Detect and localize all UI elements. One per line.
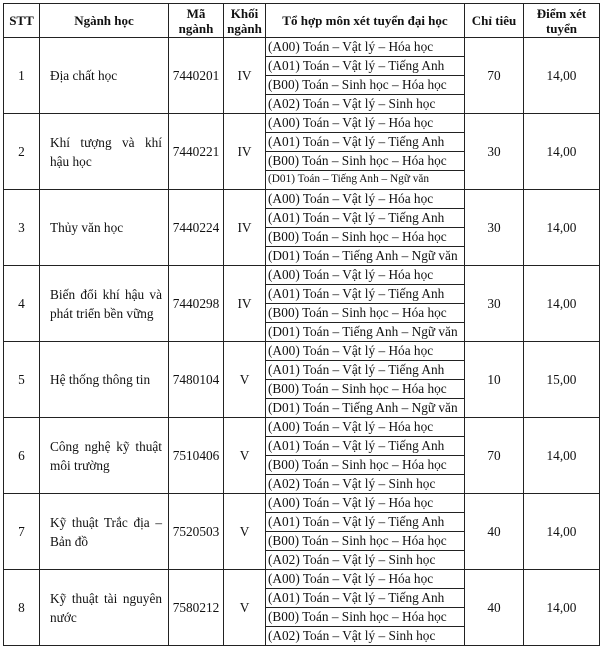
- major-code: 7580212: [169, 570, 224, 646]
- admission-score: 15,00: [524, 342, 600, 418]
- major-name: [40, 494, 169, 570]
- major-name-text: Công nghệ kỹ thuật môi trường: [50, 438, 162, 473]
- table-body: [4, 38, 600, 646]
- subject-combo: (B00) Toán – Sinh học – Hóa học: [266, 152, 465, 171]
- quota: 10: [465, 342, 524, 418]
- major-block: V: [224, 418, 266, 494]
- major-name: [40, 190, 169, 266]
- subject-combo: (A00) Toán – Vật lý – Hóa học: [266, 38, 465, 57]
- admission-score: 14,00: [524, 494, 600, 570]
- header-major: Ngành học: [40, 4, 169, 38]
- subject-combo: (A02) Toán – Vật lý – Sinh học: [266, 627, 465, 646]
- row-number: 2: [4, 114, 40, 190]
- major-block: IV: [224, 38, 266, 114]
- admission-score: 14,00: [524, 114, 600, 190]
- admission-table: [3, 3, 600, 646]
- major-block: V: [224, 570, 266, 646]
- quota: 40: [465, 494, 524, 570]
- header-code: Mã ngành: [169, 4, 224, 38]
- table-row: [4, 494, 600, 513]
- subject-combo: (B00) Toán – Sinh học – Hóa học: [266, 532, 465, 551]
- subject-combo: (B00) Toán – Sinh học – Hóa học: [266, 608, 465, 627]
- major-name: [40, 38, 169, 114]
- header-combos: Tổ hợp môn xét tuyển đại học: [266, 4, 465, 38]
- subject-combo: (D01) Toán – Tiếng Anh – Ngữ văn: [266, 399, 465, 418]
- table-row: [4, 114, 600, 133]
- major-code: 7440221: [169, 114, 224, 190]
- row-number: 1: [4, 38, 40, 114]
- quota: 30: [465, 190, 524, 266]
- quota: 70: [465, 418, 524, 494]
- subject-combo: (A00) Toán – Vật lý – Hóa học: [266, 190, 465, 209]
- major-name: [40, 266, 169, 342]
- header-stt: STT: [4, 4, 40, 38]
- table-row: [4, 418, 600, 437]
- row-number: 7: [4, 494, 40, 570]
- table-row: [4, 38, 600, 57]
- major-name: [40, 114, 169, 190]
- row-number: 3: [4, 190, 40, 266]
- subject-combo: (A02) Toán – Vật lý – Sinh học: [266, 95, 465, 114]
- subject-combo: (A01) Toán – Vật lý – Tiếng Anh: [266, 285, 465, 304]
- row-number: 4: [4, 266, 40, 342]
- subject-combo: (A01) Toán – Vật lý – Tiếng Anh: [266, 589, 465, 608]
- admission-score: 14,00: [524, 570, 600, 646]
- major-name: [40, 418, 169, 494]
- subject-combo: (A01) Toán – Vật lý – Tiếng Anh: [266, 133, 465, 152]
- subject-combo: (A01) Toán – Vật lý – Tiếng Anh: [266, 209, 465, 228]
- header-quota: Chỉ tiêu: [465, 4, 524, 38]
- subject-combo: (A00) Toán – Vật lý – Hóa học: [266, 114, 465, 133]
- major-name: [40, 570, 169, 646]
- subject-combo: (A02) Toán – Vật lý – Sinh học: [266, 475, 465, 494]
- quota: 40: [465, 570, 524, 646]
- quota: 70: [465, 38, 524, 114]
- header-block: Khối ngành: [224, 4, 266, 38]
- admission-score: 14,00: [524, 190, 600, 266]
- subject-combo: (B00) Toán – Sinh học – Hóa học: [266, 304, 465, 323]
- subject-combo: (D01) Toán – Tiếng Anh – Ngữ văn: [266, 323, 465, 342]
- major-name-text: Hệ thống thông tin: [50, 372, 151, 387]
- subject-combo: (B00) Toán – Sinh học – Hóa học: [266, 228, 465, 247]
- admission-score: 14,00: [524, 38, 600, 114]
- major-code: 7520503: [169, 494, 224, 570]
- major-code: 7480104: [169, 342, 224, 418]
- table-row: [4, 190, 600, 209]
- major-code: 7440201: [169, 38, 224, 114]
- admission-score: 14,00: [524, 418, 600, 494]
- major-name-text: Kỹ thuật tài nguyên nước: [50, 590, 162, 625]
- subject-combo: (A01) Toán – Vật lý – Tiếng Anh: [266, 437, 465, 456]
- header-row: [4, 4, 600, 38]
- subject-combo: (A00) Toán – Vật lý – Hóa học: [266, 570, 465, 589]
- major-code: 7510406: [169, 418, 224, 494]
- subject-combo: (A02) Toán – Vật lý – Sinh học: [266, 551, 465, 570]
- major-name-text: Địa chất học: [50, 68, 118, 83]
- major-name-text: Biến đổi khí hậu và phát triển bền vững: [50, 286, 162, 321]
- subject-combo: (B00) Toán – Sinh học – Hóa học: [266, 456, 465, 475]
- subject-combo: (A00) Toán – Vật lý – Hóa học: [266, 494, 465, 513]
- subject-combo: (D01) Toán – Tiếng Anh – Ngữ văn: [266, 247, 465, 266]
- major-block: V: [224, 494, 266, 570]
- subject-combo: (A01) Toán – Vật lý – Tiếng Anh: [266, 57, 465, 76]
- subject-combo: (B00) Toán – Sinh học – Hóa học: [266, 76, 465, 95]
- header-score: Điểm xét tuyển: [524, 4, 600, 38]
- table-row: [4, 342, 600, 361]
- major-block: IV: [224, 266, 266, 342]
- subject-combo: (A00) Toán – Vật lý – Hóa học: [266, 266, 465, 285]
- major-block: IV: [224, 114, 266, 190]
- table-row: [4, 570, 600, 589]
- table-row: [4, 266, 600, 285]
- quota: 30: [465, 266, 524, 342]
- major-name: [40, 342, 169, 418]
- subject-combo: (D01) Toán – Tiếng Anh – Ngữ văn: [266, 171, 465, 190]
- row-number: 6: [4, 418, 40, 494]
- major-code: 7440298: [169, 266, 224, 342]
- major-code: 7440224: [169, 190, 224, 266]
- subject-combo: (A01) Toán – Vật lý – Tiếng Anh: [266, 361, 465, 380]
- row-number: 8: [4, 570, 40, 646]
- admission-score: 14,00: [524, 266, 600, 342]
- quota: 30: [465, 114, 524, 190]
- row-number: 5: [4, 342, 40, 418]
- subject-combo: (A01) Toán – Vật lý – Tiếng Anh: [266, 513, 465, 532]
- major-name-text: Thủy văn học: [50, 220, 124, 235]
- major-name-text: Khí tượng và khí hậu học: [50, 134, 162, 169]
- subject-combo: (B00) Toán – Sinh học – Hóa học: [266, 380, 465, 399]
- subject-combo: (A00) Toán – Vật lý – Hóa học: [266, 342, 465, 361]
- major-name-text: Kỹ thuật Trắc địa – Bản đồ: [50, 514, 162, 549]
- major-block: V: [224, 342, 266, 418]
- subject-combo: (A00) Toán – Vật lý – Hóa học: [266, 418, 465, 437]
- major-block: IV: [224, 190, 266, 266]
